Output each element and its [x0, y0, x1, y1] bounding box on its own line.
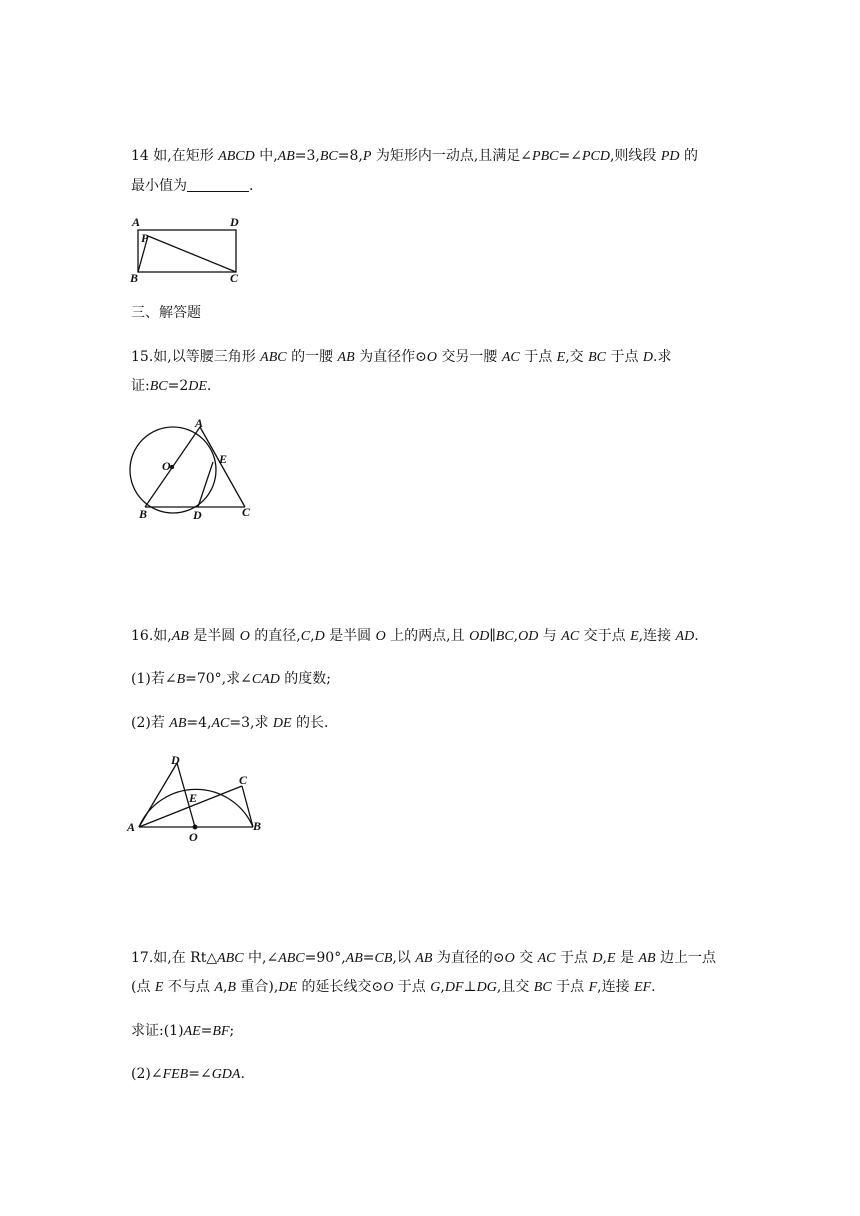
center-o-dot [193, 825, 197, 829]
segment-pc [148, 236, 236, 272]
label-b: B [139, 507, 148, 521]
q16-semicircle-figure [125, 750, 270, 850]
label-c: C [239, 773, 248, 787]
q17-line-4: (2)∠FEB=∠GDA. [131, 1066, 245, 1082]
q16-part-1: (1)若∠B=70°,求∠CAD 的度数; [131, 671, 332, 687]
q14-line-1: 14 如,在矩形 ABCD 中,AB=3,BC=8,P 为矩形内一动点,且满足∠PBC=∠PCD,则线段 PD 的 [131, 148, 698, 164]
label-e: E [219, 452, 228, 466]
label-b: B [130, 271, 139, 285]
label-o: O [162, 459, 171, 473]
q15-line-2: 证:BC=2DE. [131, 378, 212, 394]
section-heading: 三、解答题 [131, 305, 201, 321]
label-p: P [141, 231, 149, 245]
label-b: B [253, 819, 262, 833]
q15-line-1: 15.如,以等腰三角形 ABC 的一腰 AB 为直径作⊙O 交另一腰 AC 于点 E,交 BC 于点 D.求 [131, 349, 672, 365]
label-d: D [193, 508, 202, 522]
q17-line-2: (点 E 不与点 A,B 重合),DE 的延长线交⊙O 于点 G,DF⊥DG,且交 BC 于点 F,连接 EF. [131, 979, 656, 995]
label-o: O [189, 830, 198, 844]
label-d: D [171, 753, 180, 767]
q16-line-1: 16.如,AB 是半圆 O 的直径,C,D 是半圆 O 上的两点,且 OD∥BC,OD 与 AC 交于点 E,连接 AD. [131, 628, 699, 644]
q14-rectangle-figure [128, 212, 253, 287]
q17-line-3: 求证:(1)AE=BF; [131, 1023, 235, 1039]
q17-line-1: 17.如,在 Rt△ABC 中,∠ABC=90°,AB=CB,以 AB 为直径的⊙O 交 AC 于点 D,E 是 AB 边上一点 [131, 950, 717, 966]
segment-ac [200, 427, 245, 507]
label-c: C [230, 271, 239, 285]
answer-blank[interactable] [187, 177, 249, 192]
segment-de [198, 462, 213, 507]
center-o-dot [171, 466, 174, 469]
q16-part-2: (2)若 AB=4,AC=3,求 DE 的长. [131, 715, 329, 731]
label-a: A [195, 416, 204, 430]
label-a: A [127, 820, 136, 834]
label-c: C [242, 505, 251, 519]
label-a: A [132, 215, 141, 229]
circle-o [130, 427, 216, 513]
segment-bc [242, 786, 253, 827]
q14-line-2: 最小值为 . [131, 178, 254, 194]
q15-circle-triangle-figure [125, 415, 265, 525]
label-d: D [230, 215, 239, 229]
label-e: E [189, 791, 198, 805]
